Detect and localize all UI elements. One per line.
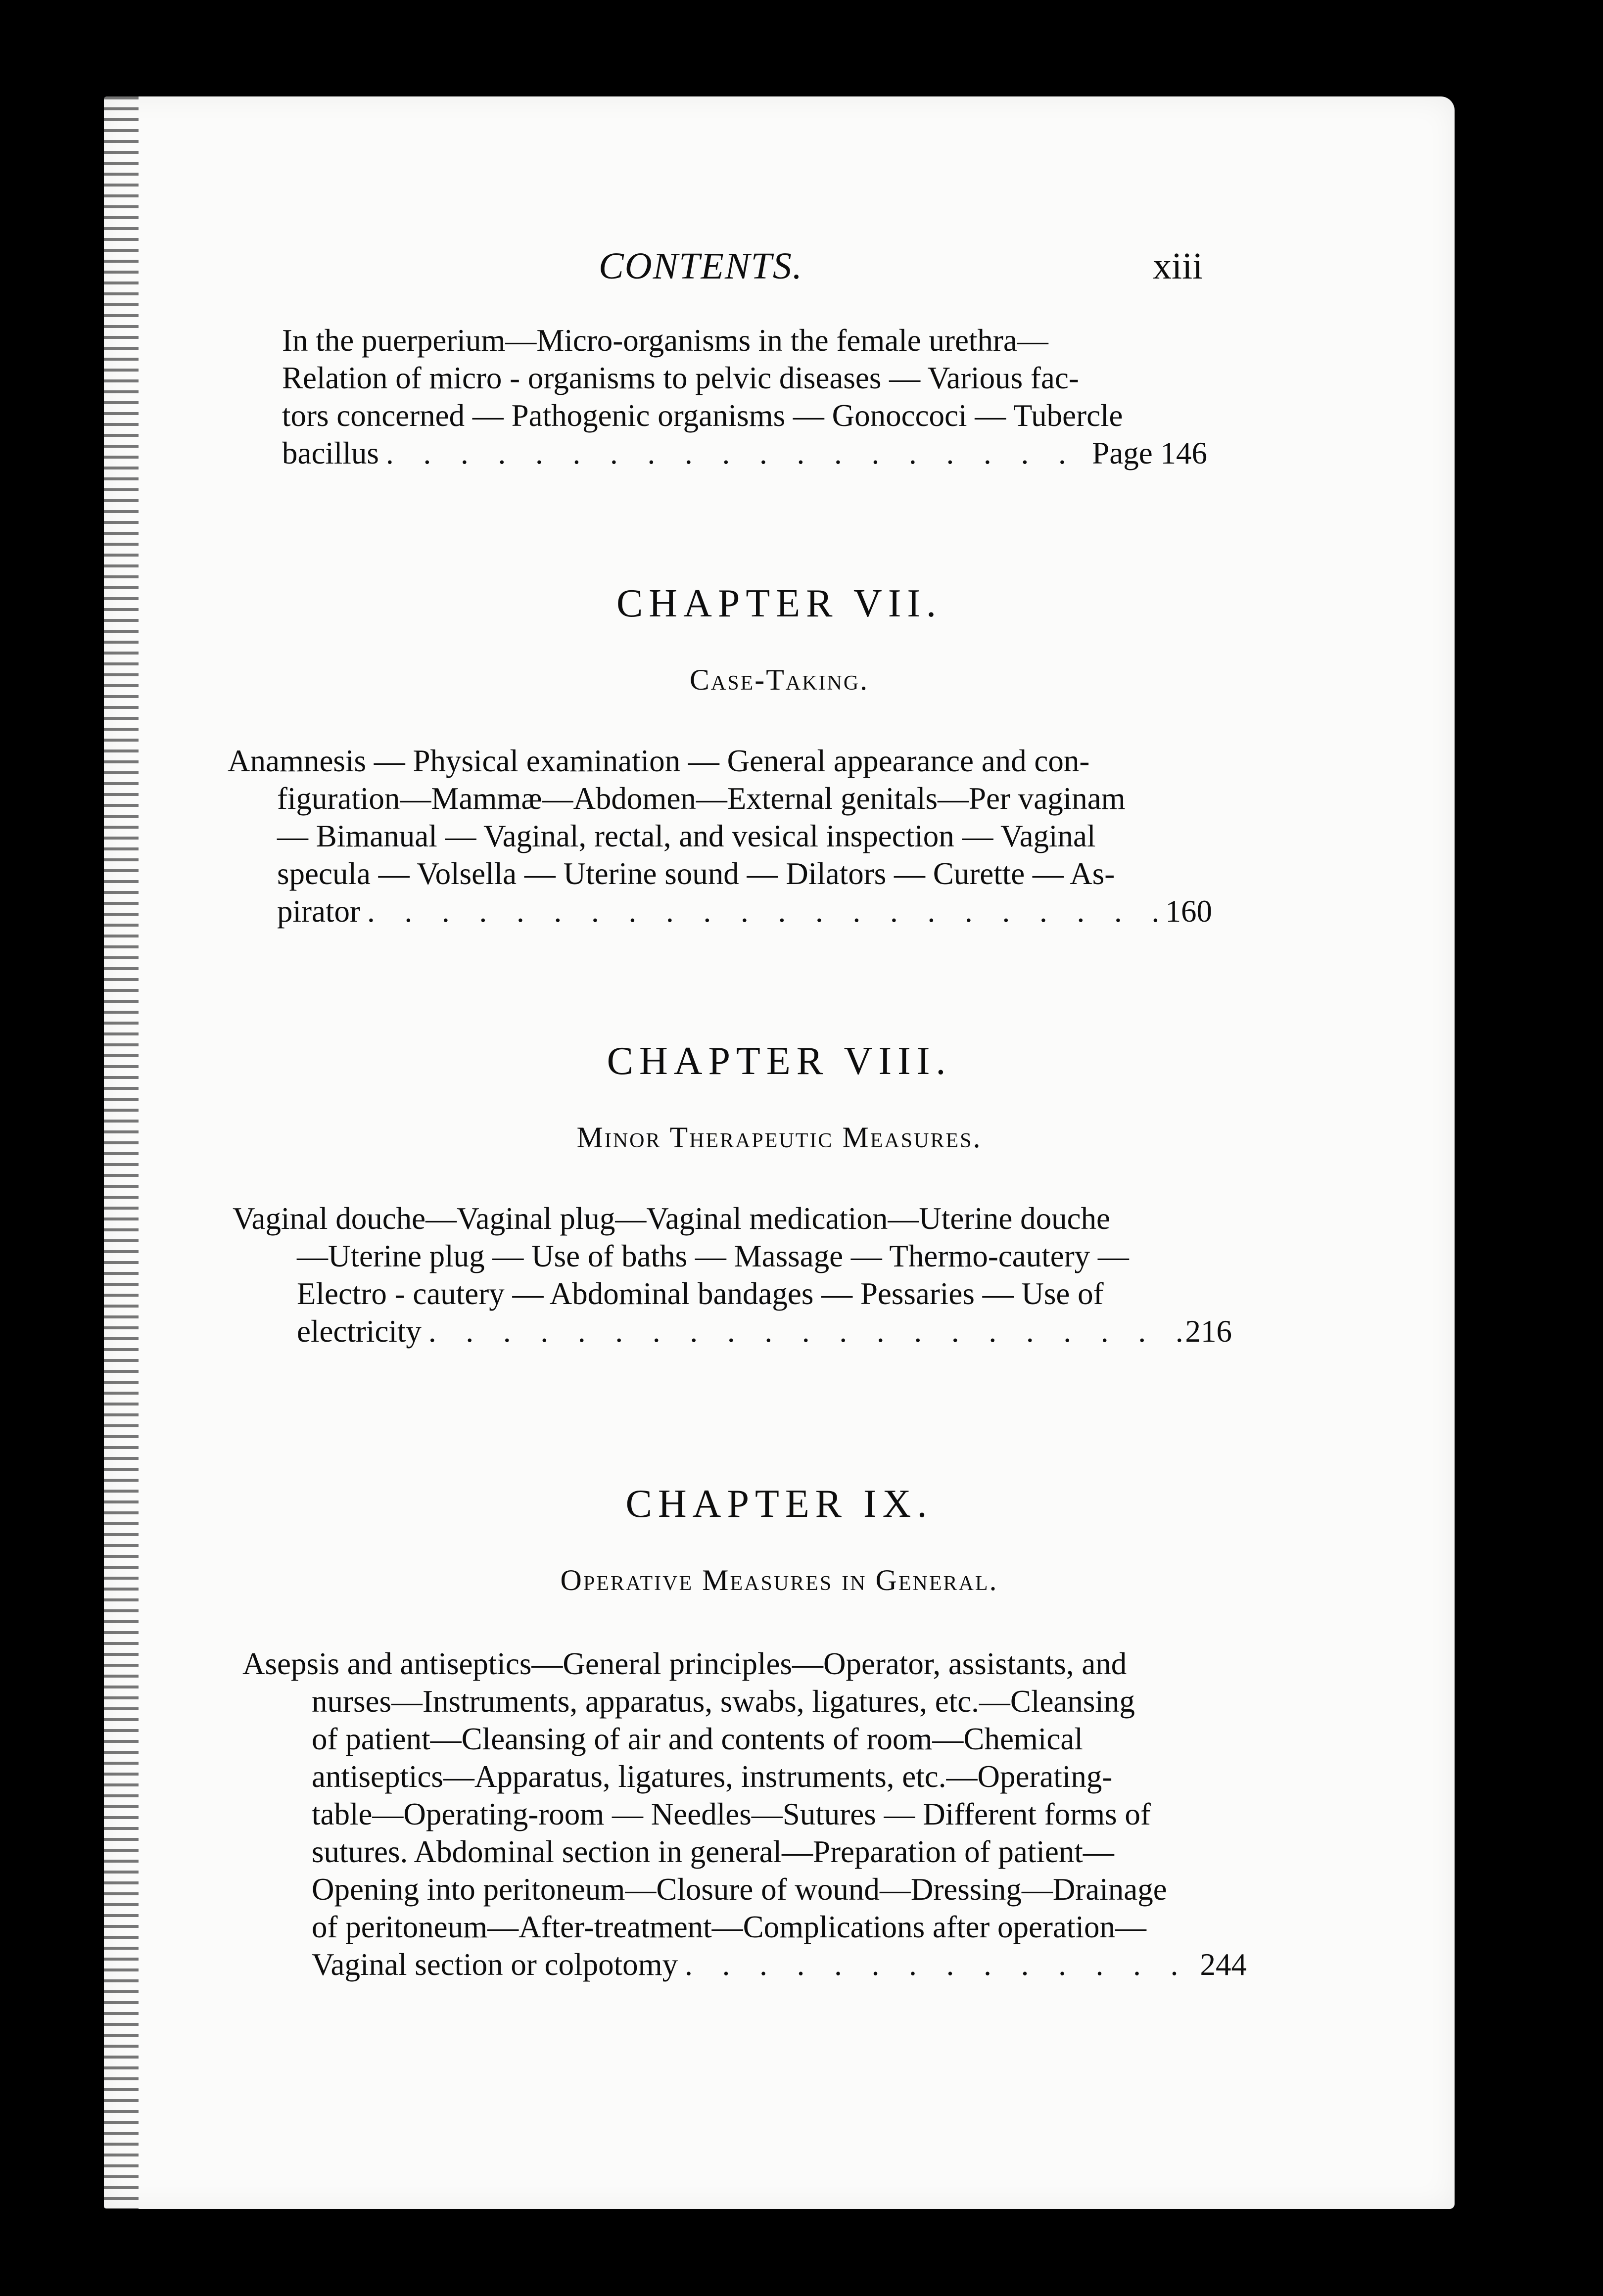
dot-leaders: [678, 1946, 1200, 1983]
chapter-heading: CHAPTER IX.: [625, 1482, 933, 1526]
contents-line: specula — Volsella — Uterine sound — Dilators — Curette — As-: [277, 856, 1115, 891]
contents-line: of patient—Cleansing of air and contents of room—Chemical: [312, 1722, 1083, 1756]
contents-line-text: bacillus: [282, 436, 379, 470]
running-title: CONTENTS.: [599, 245, 803, 287]
contents-line: table—Operating-room — Needles—Sutures — Different forms of: [312, 1797, 1151, 1831]
chapter-heading: CHAPTER VIII.: [607, 1039, 952, 1083]
contents-entry-chapter-ix: [242, 1645, 1247, 1983]
contents-entry-chapter-vii: [228, 742, 1212, 930]
contents-line-text: Vaginal section or colpotomy: [312, 1947, 678, 1982]
contents-line: of peritoneum—After-treatment—Complications after operation—: [312, 1910, 1146, 1944]
page-reference: 160: [1165, 894, 1212, 929]
contents-line: In the puerperium—Micro-organisms in the female urethra—: [282, 323, 1048, 358]
contents-line: Vaginal douche—Vaginal plug—Vaginal medication—Uterine douche: [233, 1201, 1110, 1236]
dot-leaders: [360, 892, 1166, 930]
contents-line-text: electricity: [297, 1314, 422, 1349]
contents-line: Anamnesis — Physical examination — General appearance and con-: [228, 744, 1090, 778]
chapter-heading: CHAPTER VII.: [616, 582, 943, 625]
contents-last-line: [312, 1946, 1247, 1983]
dot-leaders: [422, 1312, 1185, 1350]
page-reference: 244: [1200, 1947, 1247, 1982]
contents-last-line: [277, 892, 1212, 930]
page-reference: 216: [1185, 1314, 1232, 1349]
contents-line: sutures. Abdominal section in general—Preparation of patient—: [312, 1834, 1114, 1869]
contents-line: Opening into peritoneum—Closure of wound—Dressing—Drainage: [312, 1872, 1167, 1907]
contents-line: Relation of micro - organisms to pelvic diseases — Various fac-: [282, 361, 1079, 395]
running-header: [104, 245, 1455, 304]
page-reference: Page 146: [1092, 436, 1207, 470]
contents-entry-chapter-viii: [233, 1200, 1232, 1350]
chapter-subtitle: Case-Taking.: [689, 663, 869, 696]
dot-leaders: [379, 434, 1092, 472]
contents-line: Asepsis and antiseptics—General principles—Operator, assistants, and: [242, 1646, 1127, 1681]
contents-line: —Uterine plug — Use of baths — Massage — Thermo-cautery —: [297, 1239, 1129, 1273]
page-folio: xiii: [1153, 245, 1203, 287]
contents-last-line: [297, 1312, 1232, 1350]
contents-line: tors concerned — Pathogenic organisms — Gonoccoci — Tubercle: [282, 398, 1123, 433]
chapter-subtitle: Operative Measures in General.: [560, 1564, 998, 1596]
contents-line: Electro - cautery — Abdominal bandages — Pessaries — Use of: [297, 1276, 1104, 1311]
book-page: [104, 96, 1455, 2209]
contents-last-line: [282, 434, 1207, 472]
contents-line: nurses—Instruments, apparatus, swabs, ligatures, etc.—Cleansing: [312, 1684, 1135, 1719]
contents-line: — Bimanual — Vaginal, rectal, and vesical inspection — Vaginal: [277, 819, 1096, 853]
contents-line: figuration—Mammæ—Abdomen—External genitals—Per vaginam: [277, 781, 1126, 816]
contents-entry-intro: [282, 322, 1207, 472]
contents-line-text: pirator: [277, 894, 360, 929]
contents-line: antiseptics—Apparatus, ligatures, instruments, etc.—Operating-: [312, 1759, 1113, 1794]
chapter-subtitle: Minor Therapeutic Measures.: [576, 1121, 982, 1154]
